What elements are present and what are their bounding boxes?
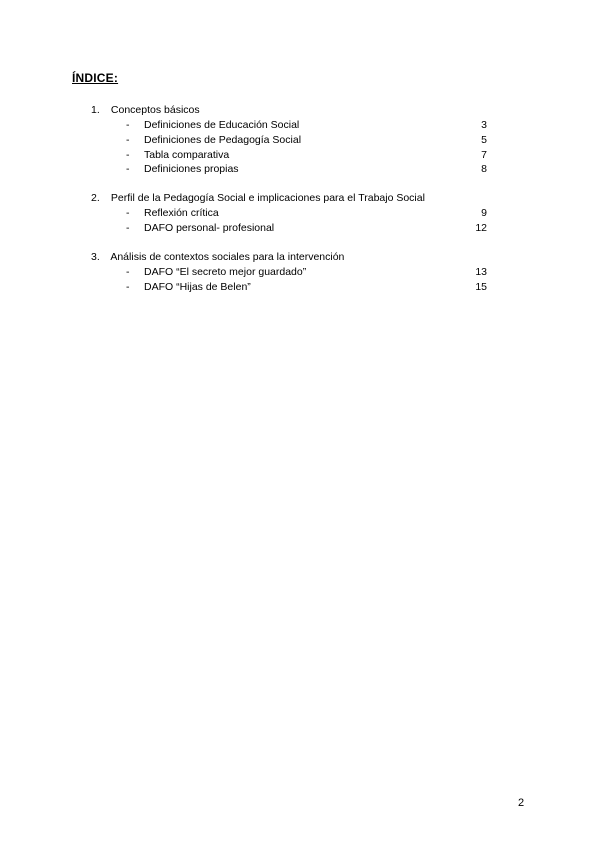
toc-section-3: [91, 250, 491, 295]
toc-entry: [91, 206, 491, 221]
entry-page-number: 7: [481, 148, 487, 161]
toc-entry: [91, 265, 491, 280]
section-title: Conceptos básicos: [110, 104, 200, 116]
toc-entry: [91, 162, 491, 177]
section-number: 1.: [91, 104, 100, 116]
section-number: 3.: [91, 251, 100, 263]
entry-page-number: 13: [475, 266, 487, 278]
entry-dash: -: [126, 266, 130, 278]
entry-page-number: 15: [475, 280, 487, 293]
entry-label: Definiciones propias: [144, 163, 239, 176]
section-heading: [91, 250, 491, 265]
entry-dash: -: [126, 221, 130, 234]
index-title: ÍNDICE:: [72, 71, 119, 85]
entry-dash: -: [126, 207, 130, 219]
section-heading: [91, 191, 491, 206]
entry-label: DAFO “Hijas de Belen”: [144, 280, 251, 293]
section-title: Análisis de contextos sociales para la intervención: [110, 251, 345, 263]
entry-page-number: 12: [475, 221, 487, 234]
entry-dash: -: [126, 133, 130, 146]
toc-section-1: [91, 103, 491, 177]
entry-dash: -: [126, 163, 130, 176]
toc-entry: [91, 221, 491, 236]
entry-dash: -: [126, 280, 130, 293]
entry-page-number: 3: [481, 119, 487, 131]
entry-page-number: 5: [481, 133, 487, 146]
toc-entry: [91, 118, 491, 133]
toc-entry: [91, 133, 491, 148]
entry-page-number: 8: [481, 163, 487, 176]
entry-label: DAFO “El secreto mejor guardado”: [144, 266, 307, 278]
toc-section-2: [91, 191, 491, 236]
section-title: Perfil de la Pedagogía Social e implicaciones para el Trabajo Social: [110, 192, 425, 204]
entry-label: Reflexión crítica: [144, 207, 219, 219]
entry-dash: -: [126, 119, 130, 131]
entry-label: Definiciones de Educación Social: [144, 119, 300, 131]
toc-entry: [91, 280, 491, 295]
toc-entry: [91, 148, 491, 163]
footer-page-number: 2: [518, 797, 525, 809]
entry-label: Definiciones de Pedagogía Social: [144, 133, 302, 146]
entry-page-number: 9: [481, 207, 487, 219]
entry-label: DAFO personal- profesional: [144, 221, 275, 234]
entry-dash: -: [126, 148, 130, 161]
section-heading: [91, 103, 491, 118]
section-number: 2.: [91, 192, 100, 204]
entry-label: Tabla comparativa: [144, 148, 230, 161]
